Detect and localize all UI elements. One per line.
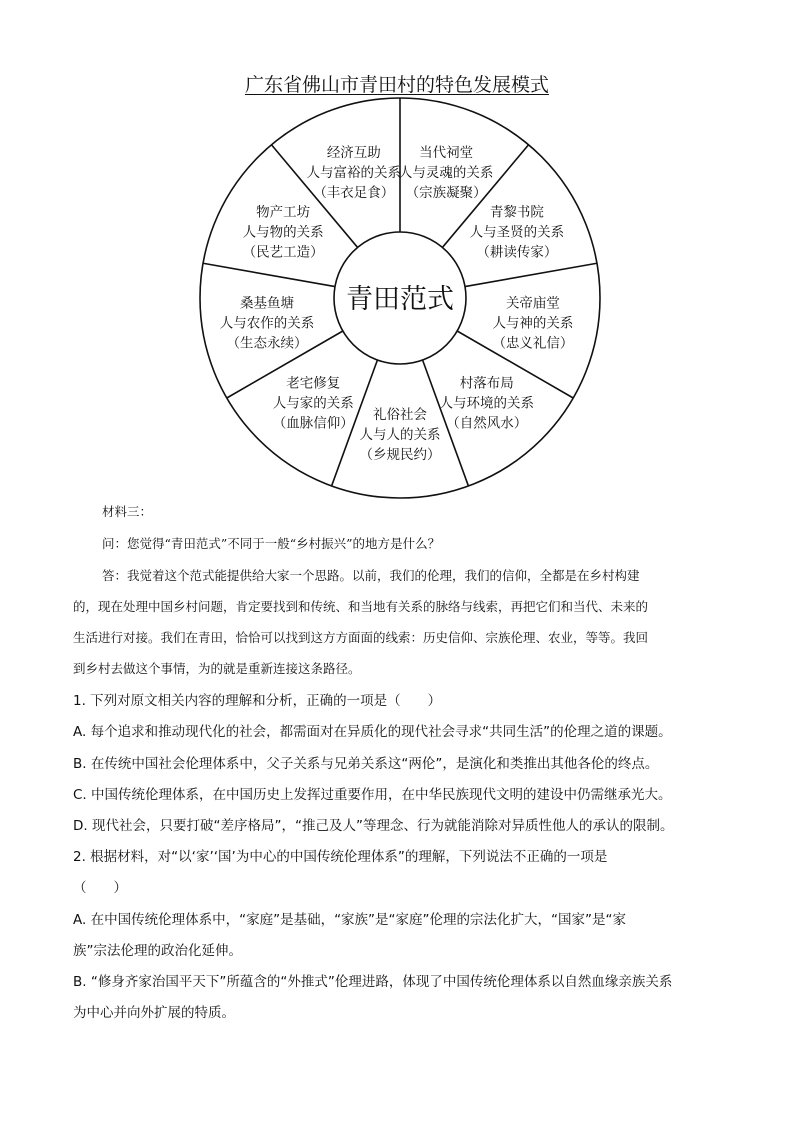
segment-label-line: 人与农作的关系	[219, 315, 315, 332]
question-2-option-b-cont: 为中心并向外扩展的特质。	[73, 1005, 235, 1021]
question-2-option-a: A. 在中国传统伦理体系中，“家庭”是基础，“家族”是“家庭”伦理的宗法化扩大，“国家”是“家	[73, 912, 627, 928]
center-label: 青田范式	[346, 284, 454, 315]
segment-label-line: （乡规民约）	[359, 447, 441, 463]
question-1-option-c: C. 中国传统伦理体系，在中国历史上发挥过重要作用，在中华民族现代文明的建设中仍需继承光大。	[73, 787, 672, 803]
segment-label-line: （血脉信仰）	[272, 415, 354, 432]
question-2-stem: 2. 根据材料，对“以‘家’‘国’为中心的中国传统伦理体系”的理解，下列说法不正确的一项是	[73, 849, 608, 865]
question-1-option-d: D. 现代社会，只要打破“差序格局”，“推己及人”等理念、行为就能消除对异质性他人的承认的限制。	[73, 818, 674, 834]
question-2-option-b: B. “修身齐家治国平天下”所蕴含的“外推式”伦理进路，体现了中国传统伦理体系以自然血缘亲族关系	[73, 974, 673, 990]
segment-label-line: （自然风水）	[446, 415, 528, 432]
interview-question: 问：您觉得“青田范式”不同于一般“乡村振兴”的地方是什么？	[102, 536, 441, 551]
answer-line: 生活进行对接。我们在青田，恰恰可以找到这方方面面的线索：历史信仰、宗族伦理、农业，等等。我回	[73, 630, 649, 645]
segment-label-line: （丰衣足食）	[313, 185, 395, 202]
question-2-stem-bracket: （ ）	[73, 880, 127, 896]
segment-label-line: 经济互助	[326, 145, 381, 162]
segment-label-line: 村落布局	[459, 375, 514, 392]
diagram-title: 广东省佛山市青田村的特色发展模式	[244, 74, 549, 96]
segment-label-line: （宗族凝聚）	[405, 185, 487, 202]
answer-line: 答：我觉着这个范式能提供给大家一个思路。以前，我们的伦理，我们的信仰，全都是在乡村构建	[102, 568, 640, 583]
segment-label-line: 人与圣贤的关系	[469, 224, 565, 241]
segment-label-line: （忠义礼信）	[492, 335, 574, 352]
question-1-option-b: B. 在传统中国社会伦理体系中，父子关系与兄弟关系这“两伦”，是演化和类推出其他各伦的终点。	[73, 756, 659, 772]
segment-label-line: 桑基鱼塘	[240, 295, 295, 312]
segment-label-line: 人与神的关系	[492, 315, 574, 332]
question-2-option-a-cont: 族”宗法伦理的政治化延伸。	[73, 943, 242, 959]
segment-label-line: 礼俗社会	[373, 407, 427, 423]
segment-label-line: 人与灵魂的关系	[398, 165, 494, 182]
segment-label-line: 人与富裕的关系	[306, 165, 402, 182]
segment-label-line: 人与环境的关系	[439, 395, 535, 412]
segment-label-line: 人与物的关系	[242, 224, 324, 241]
material-heading: 材料三：	[102, 504, 153, 519]
segment-label-line: （生态永续）	[226, 335, 308, 352]
question-1-stem: 1. 下列对原文相关内容的理解和分析，正确的一项是（ ）	[73, 693, 442, 709]
segment-label-line: 人与家的关系	[272, 395, 354, 412]
segment-label-line: 青黎书院	[489, 204, 544, 221]
segment-label-line: （耕读传家）	[476, 244, 558, 261]
segment-label-line: 老宅修复	[286, 375, 341, 392]
qingtian-wheel-diagram	[0, 0, 794, 500]
segment-label-line: 关帝庙堂	[505, 295, 560, 312]
answer-line: 的，现在处理中国乡村问题，肯定要找到和传统、和当地有关系的脉络与线索，再把它们和当代、未来的	[73, 599, 649, 614]
answer-line: 到乡村去做这个事情，为的就是重新连接这条路径。	[73, 661, 361, 676]
segment-label-line: 人与人的关系	[359, 427, 441, 443]
segment-label-line: 物产工坊	[256, 204, 311, 221]
question-1-option-a: A. 每个追求和推动现代化的社会，都需面对在异质化的现代社会寻求“共同生活”的伦理之道的课题。	[73, 724, 672, 740]
segment-label-line: （民艺工造）	[242, 244, 324, 261]
segment-label-line: 当代祠堂	[419, 145, 474, 162]
